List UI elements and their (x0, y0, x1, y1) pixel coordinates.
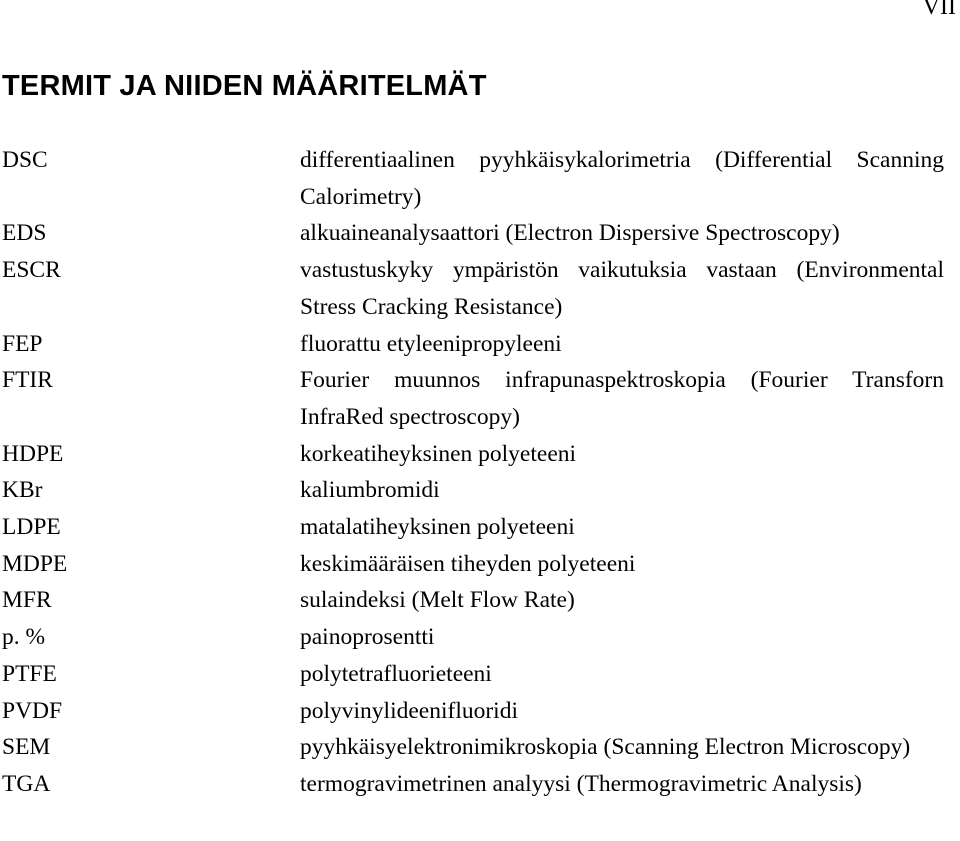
term-abbreviation: ESCR (2, 257, 61, 284)
term-abbreviation: FTIR (2, 367, 53, 394)
term-definition: korkeatiheyksinen polyeteeni (300, 440, 577, 467)
term-definition: polyvinylideenifluoridi (300, 697, 518, 724)
term-row-tga (2, 766, 944, 803)
term-definition: pyyhkäisyelektronimikroskopia (Scanning Electron Microscopy) (300, 734, 911, 761)
term-abbreviation: TGA (2, 770, 51, 797)
term-abbreviation: PVDF (2, 697, 63, 724)
term-abbreviation: SEM (2, 734, 51, 761)
term-row-fep (2, 326, 944, 363)
term-abbreviation: KBr (2, 477, 43, 504)
term-definition: differentiaalinen pyyhkäisykalorimetria (Differential Scanning Calorimetry) (300, 147, 944, 210)
term-definition: Fourier muunnos infrapunaspektroskopia (Fourier Transforn InfraRed spectroscopy) (300, 367, 944, 430)
page-number: VII (922, 0, 956, 20)
term-row-ptfe (2, 656, 944, 693)
term-definition: termogravimetrinen analyysi (Thermogravimetric Analysis) (300, 770, 862, 797)
term-abbreviation: HDPE (2, 440, 64, 467)
term-definition: polytetrafluorieteeni (300, 660, 492, 687)
term-row-eds (2, 215, 944, 252)
term-abbreviation: MDPE (2, 550, 68, 577)
term-abbreviation: DSC (2, 147, 48, 173)
term-definition: keskimääräisen tiheyden polyeteeni (300, 550, 636, 577)
term-definition: alkuaineanalysaattori (Electron Dispersive Spectroscopy) (300, 220, 840, 247)
term-row-sem (2, 729, 944, 766)
term-abbreviation: FEP (2, 330, 43, 357)
term-abbreviation: MFR (2, 587, 52, 614)
term-row-pvdf (2, 693, 944, 730)
term-definition: sulaindeksi (Melt Flow Rate) (300, 587, 575, 614)
term-abbreviation: EDS (2, 220, 47, 247)
term-row-escr (2, 252, 944, 325)
term-definition: fluorattu etyleenipropyleeni (300, 330, 562, 357)
term-definition: matalatiheyksinen polyeteeni (300, 514, 575, 541)
term-row-p-percent (2, 619, 944, 656)
term-row-kbr (2, 472, 944, 509)
term-abbreviation: PTFE (2, 660, 57, 687)
term-abbreviation: LDPE (2, 514, 61, 541)
term-definition: vastustuskyky ympäristön vaikutuksia vastaan (Environmental Stress Cracking Resistance) (300, 257, 944, 320)
term-row-mdpe (2, 546, 944, 583)
terms-list (2, 142, 944, 803)
term-abbreviation: p. % (2, 624, 46, 651)
term-row-dsc (2, 142, 944, 215)
term-row-hdpe (2, 436, 944, 473)
term-row-ldpe (2, 509, 944, 546)
term-row-ftir (2, 362, 944, 435)
term-definition: kaliumbromidi (300, 477, 440, 504)
term-definition: painoprosentti (300, 624, 435, 651)
term-row-mfr (2, 582, 944, 619)
page-title: TERMIT JA NIIDEN MÄÄRITELMÄT (2, 70, 487, 102)
